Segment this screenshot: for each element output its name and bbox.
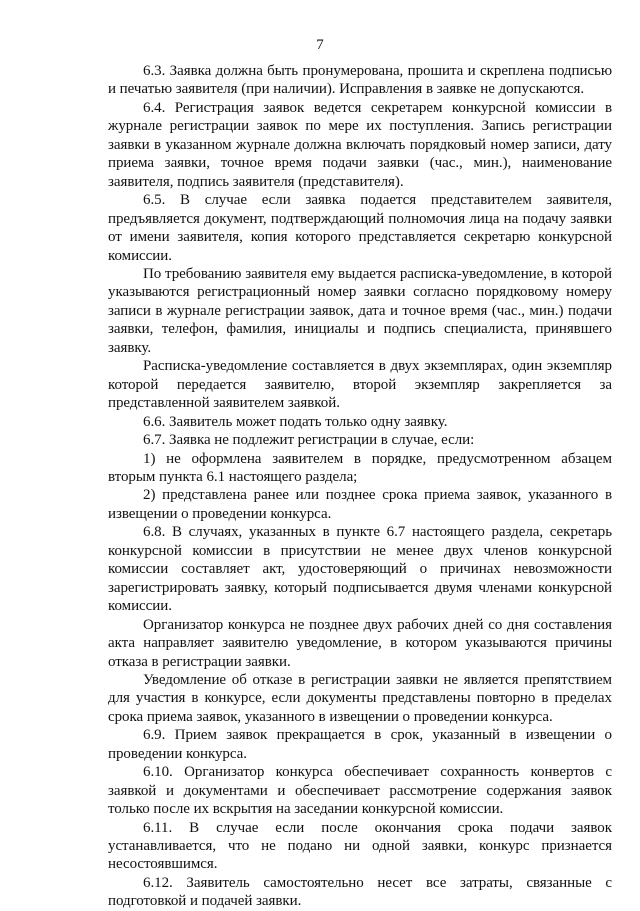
paragraph-6-7-item-1: 1) не оформлена заявителем в порядке, предусмотренном абзацем вторым пункта 6.1 настоящего раздела;	[108, 450, 612, 485]
paragraph-6-12: 6.12. Заявитель самостоятельно несет все затраты, связанные с подготовкой и подачей заявки.	[108, 874, 612, 910]
paragraph-6-3: 6.3. Заявка должна быть пронумерована, прошита и скреплена подписью и печатью заявителя (при наличии). Исправления в заявке не допускаются.	[108, 63, 612, 98]
paragraph-6-8: 6.8. В случаях, указанных в пункте 6.7 настоящего раздела, секретарь конкурсной комиссии в присутствии не менее двух членов конкурсной комиссии составляет акт, удостоверяющий о причинах невозможности зарегистрировать заявку, который подписывается двумя членами конкурсной комиссии.	[108, 524, 612, 615]
paragraph-6-11: 6.11. В случае если после окончания срока подачи заявок устанавливается, что не подано ни одной заявки, конкурс признается несостоявшимся.	[108, 819, 612, 873]
paragraph-6-9: 6.9. Прием заявок прекращается в срок, указанный в извещении о проведении конкурса.	[108, 727, 612, 762]
paragraph-6-4: 6.4. Регистрация заявок ведется секретарем конкурсной комиссии в журнале регистрации заявок по мере их поступления. Запись регистрации заявки в указанном журнале должна включать порядковый номер записи, дату приема заявки, точное время подачи заявки (час., мин.), наименование заявителя, подпись заявителя (представителя).	[108, 99, 612, 190]
paragraph-6-7-item-2: 2) представлена ранее или позднее срока приема заявок, указанного в извещении о проведении конкурса.	[108, 487, 612, 522]
paragraph-organizer-notice: Организатор конкурса не позднее двух рабочих дней со дня составления акта направляет заявителю уведомление, в котором указываются причины отказа в регистрации заявки.	[108, 616, 612, 670]
paragraph-6-5: 6.5. В случае если заявка подается представителем заявителя, предъявляется документ, подтверждающий полномочия лица на подачу заявки от имени заявителя, копия которого представляется секретарю конкурсной комиссии.	[108, 192, 612, 264]
document-body	[108, 62, 612, 911]
page-number: 7	[316, 37, 324, 53]
paragraph-refusal-notice: Уведомление об отказе в регистрации заявки не является препятствием для участия в конкурсе, если документы представлены повторно в пределах срока приема заявок, указанного в извещении о проведении конкурса.	[108, 671, 612, 725]
paragraph-receipt-request: По требованию заявителя ему выдается расписка-уведомление, в которой указываются регистрационный номер заявки согласно порядковому номеру записи в журнале регистрации заявок, дата и точное время (час., мин.) подачи заявки, телефон, фамилия, инициалы и подпись специалиста, принявшего заявку.	[108, 265, 612, 356]
paragraph-6-7: 6.7. Заявка не подлежит регистрации в случае, если:	[143, 432, 475, 449]
paragraph-6-10: 6.10. Организатор конкурса обеспечивает сохранность конвертов с заявкой и документами и обеспечивает рассмотрение содержания заявок только после их вскрытия на заседании конкурсной комиссии.	[108, 764, 612, 818]
paragraph-6-6: 6.6. Заявитель может подать только одну заявку.	[143, 413, 448, 430]
paragraph-receipt-copies: Расписка-уведомление составляется в двух экземплярах, один экземпляр которой передается заявителю, второй экземпляр закрепляется за представленной заявителем заявкой.	[108, 358, 612, 412]
